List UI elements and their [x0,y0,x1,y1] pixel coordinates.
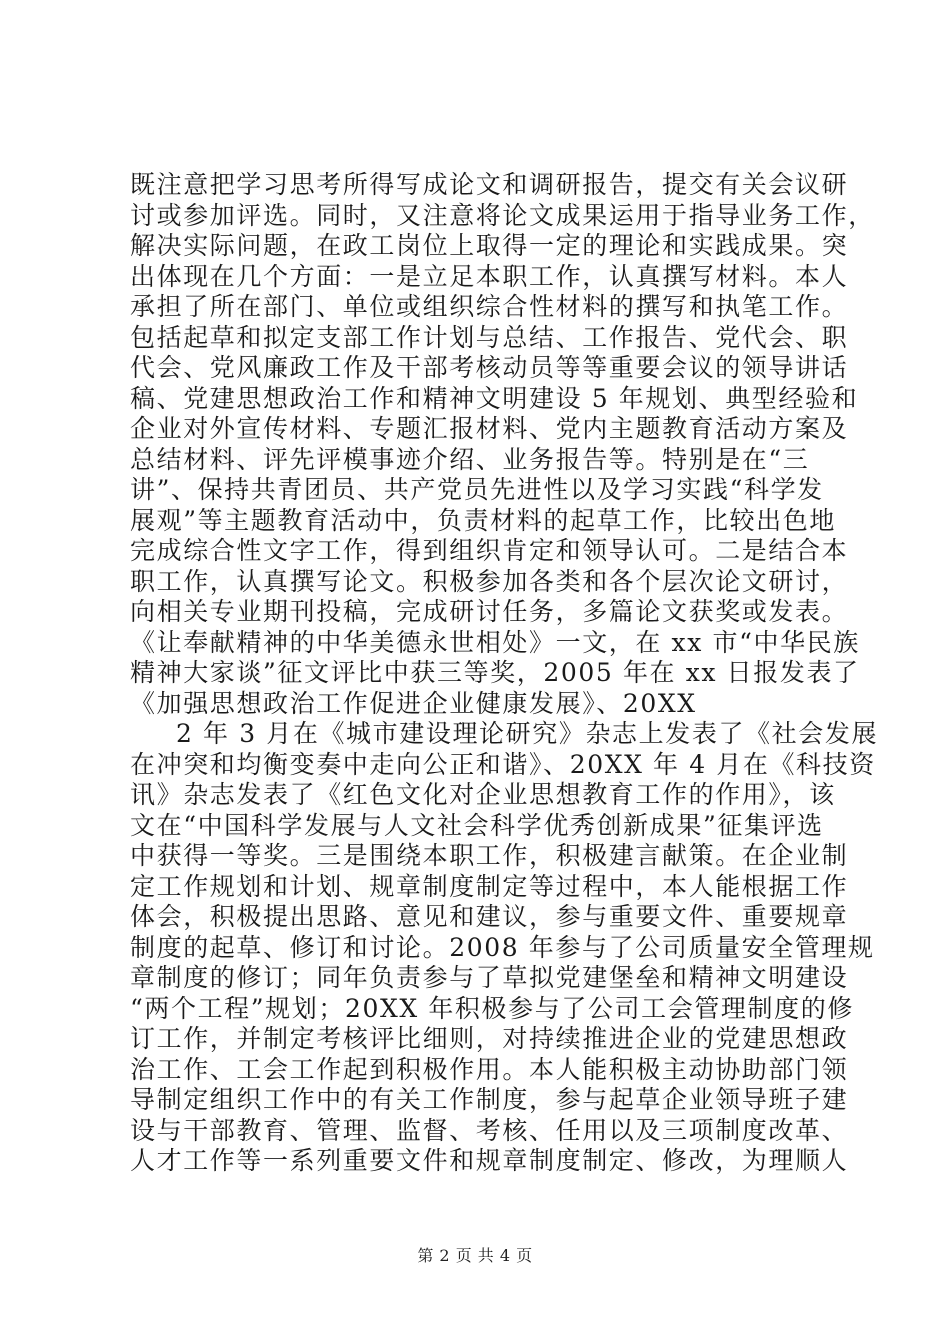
text-line: “两个工程”规划；20XX 年积极参与了公司工会管理制度的修 [130,993,854,1023]
text-line: 讨或参加评选。同时，又注意将论文成果运用于指导业务工作， [130,200,875,230]
text-line: 体会，积极提出思路、意见和建议，参与重要文件、重要规章 [130,902,849,931]
text-line: 文在“中国科学发展与人文社会科学优秀创新成果”征集评选 [130,810,824,840]
text-line: 出体现在几个方面：一是立足本职工作，认真撰写材料。本人 [130,261,849,291]
page-footer [0,1243,950,1266]
text-line: 解决实际问题，在政工岗位上取得一定的理论和实践成果。突 [130,231,849,260]
text-line: 人才工作等一系列重要文件和规章制度制定、修改，为理顺人 [130,1146,849,1175]
text-line: 展观”等主题教育活动中，负责材料的起草工作，比较出色地 [130,505,836,535]
text-line: 订工作，并制定考核评比细则，对持续推进企业的党建思想政 [130,1024,849,1053]
text-line: 《让奉献精神的中华美德永世相处》一文，在 xx 市“中华民族 [130,627,860,657]
text-line: 职工作，认真撰写论文。积极参加各类和各个层次论文研讨， [130,566,849,596]
text-line: 定工作规划和计划、规章制度制定等过程中，本人能根据工作 [130,871,849,901]
text-line: 承担了所在部门、单位或组织综合性材料的撰写和执笔工作。 [130,292,849,321]
text-line: 稿、党建思想政治工作和精神文明建设 5 年规划、典型经验和 [130,383,859,413]
text-line: 企业对外宣传材料、专题汇报材料、党内主题教育活动方案及 [130,414,849,443]
text-line: 讯》杂志发表了《红色文化对企业思想教育工作的作用》，该 [130,780,836,809]
text-line: 在冲突和均衡变奏中走向公正和谐》、20XX 年 4 月在《科技资 [130,749,876,779]
text-line: 中获得一等奖。三是围绕本职工作，积极建言献策。在企业制 [130,841,849,870]
text-line: 代会、党风廉政工作及干部考核动员等等重要会议的领导讲话 [130,353,849,382]
text-line: 设与干部教育、管理、监督、考核、任用以及三项制度改革、 [130,1115,849,1145]
text-line: 《加强思想政治工作促进企业健康发展》、20XX [130,688,697,718]
text-line: 精神大家谈”征文评比中获三等奖，2005 年在 xx 日报发表了 [130,658,860,687]
text-line: 包括起草和拟定支部工作计划与总结、工作报告、党代会、职 [130,322,849,352]
text-line: 总结材料、评先评模事迹介绍、业务报告等。特别是在“三 [130,444,810,474]
text-line: 治工作、工会工作起到积极作用。本人能积极主动协助部门领 [130,1054,849,1084]
text-line: 制度的起草、修订和讨论。2008 年参与了公司质量安全管理规 [130,932,875,962]
text-line: 既注意把学习思考所得写成论文和调研报告，提交有关会议研 [130,170,849,199]
text-line: 章制度的修订；同年负责参与了草拟党建堡垒和精神文明建设 [130,963,849,992]
text-line: 讲”、保持共青团员、共产党员先进性以及学习实践“科学发 [130,475,824,504]
text-line: 完成综合性文字工作，得到组织肯定和领导认可。二是结合本 [130,536,849,565]
page-number-label: 第 2 页 共 4 页 [417,1246,533,1265]
text-line: 导制定组织工作中的有关工作制度，参与起草企业领导班子建 [130,1085,849,1114]
body-text [130,170,879,1177]
text-line: 2 年 3 月在《城市建设理论研究》杂志上发表了《社会发展 [176,719,879,748]
text-line: 向相关专业期刊投稿，完成研讨任务，多篇论文获奖或发表。 [130,597,849,626]
